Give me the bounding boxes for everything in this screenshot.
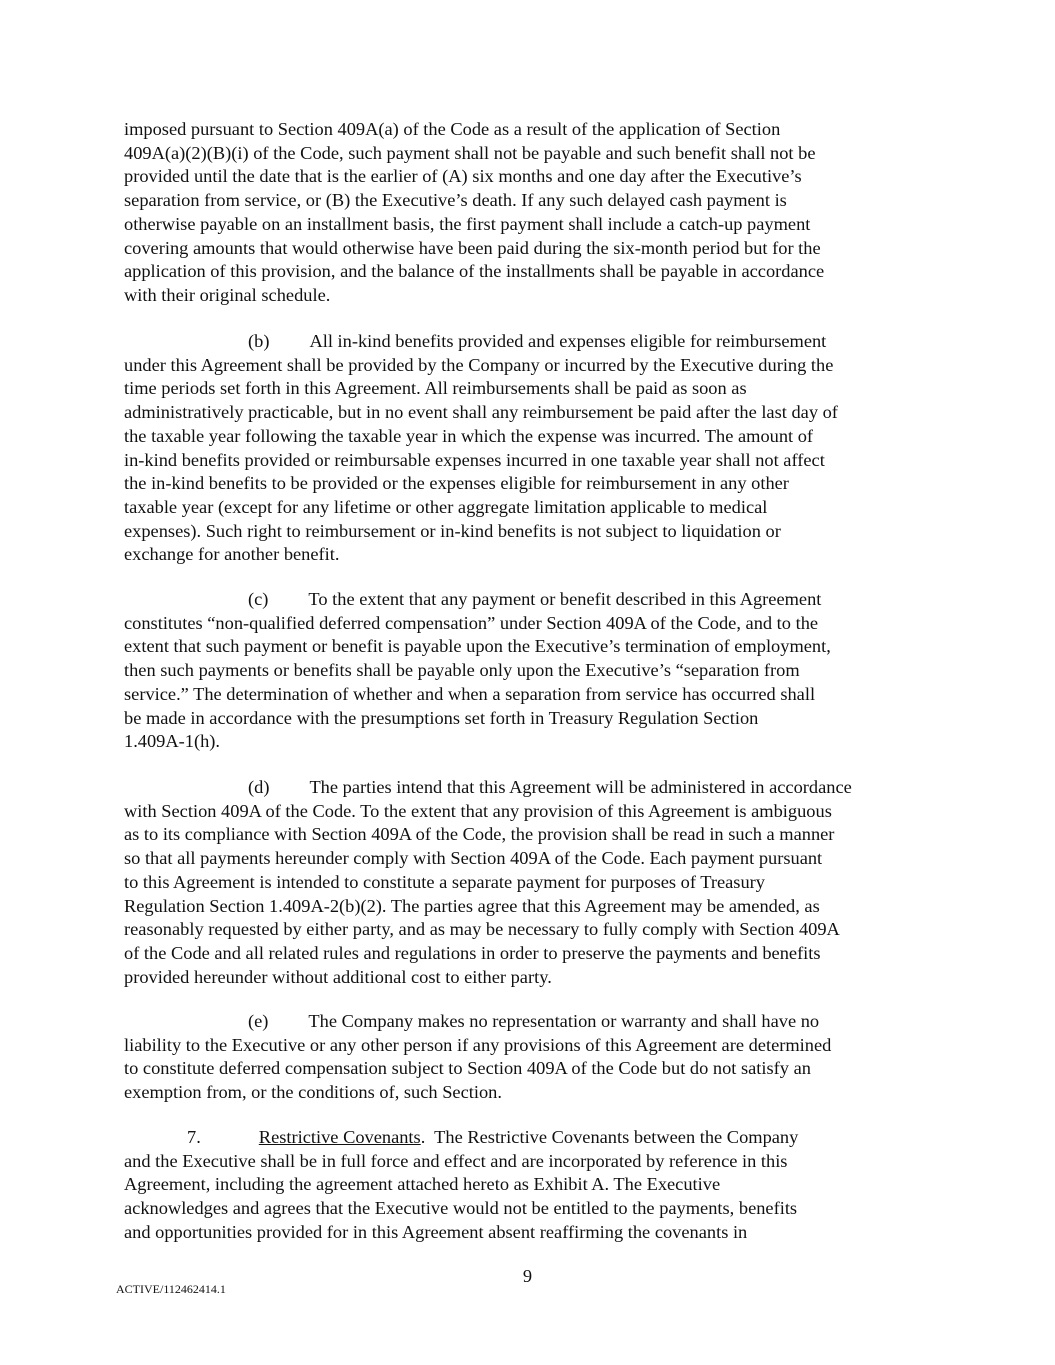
text-run: The Restrictive Covenants between the Company	[425, 1127, 799, 1147]
text-line: and the Executive shall be in full force and effect and are incorporated by reference in this	[124, 1150, 788, 1171]
text-line: constitutes “non-qualified deferred compensation” under Section 409A of the Code, and to the	[124, 612, 819, 633]
text-line: separation from service, or (B) the Executive’s death. If any such delayed cash payment is	[124, 190, 787, 211]
text-line: expenses). Such right to reimbursement or in-kind benefits is not subject to liquidation or	[124, 520, 781, 541]
text-line: with their original schedule.	[124, 284, 331, 305]
text-line: provided hereunder without additional cost to either party.	[124, 966, 552, 987]
text-line: covering amounts that would otherwise have been paid during the six-month period but for the	[124, 237, 821, 258]
text-line: then such payments or benefits shall be payable only upon the Executive’s “separation from	[124, 660, 800, 681]
text-run: The Company makes no representation or warranty and shall have no	[308, 1011, 820, 1031]
text-line: application of this provision, and the balance of the installments shall be payable in accordance	[124, 261, 825, 282]
text-line: so that all payments hereunder comply with Section 409A of the Code. Each payment pursuant	[124, 848, 823, 869]
text-line: to constitute deferred compensation subject to Section 409A of the Code but do not satisfy an	[124, 1058, 811, 1079]
paragraph-label: (d)	[248, 777, 270, 797]
text-line: in-kind benefits provided or reimbursable expenses incurred in one taxable year shall not affect	[124, 449, 825, 470]
text-line: exemption from, or the conditions of, such Section.	[124, 1082, 502, 1103]
text-line: Agreement, including the agreement attached hereto as Exhibit A. The Executive	[124, 1174, 721, 1195]
text-line: of the Code and all related rules and regulations in order to preserve the payments and benefits	[124, 942, 821, 963]
heading-punctuation: .	[420, 1127, 426, 1147]
section-number: 7.	[187, 1127, 201, 1147]
paragraph-carryover	[124, 118, 932, 308]
text-line: imposed pursuant to Section 409A(a) of the Code as a result of the application of Section	[124, 119, 781, 139]
text-line: with Section 409A of the Code. To the extent that any provision of this Agreement is ambiguous	[124, 800, 832, 821]
text-line	[124, 588, 932, 612]
text-run: All in-kind benefits provided and expenses eligible for reimbursement	[309, 331, 827, 351]
paragraph-e	[124, 1010, 932, 1105]
text-run: The parties intend that this Agreement will be administered in accordance	[309, 777, 852, 797]
document-id: ACTIVE/112462414.1	[116, 1282, 226, 1296]
text-line: exchange for another benefit.	[124, 544, 340, 565]
paragraph-c	[124, 588, 932, 754]
text-line: the taxable year following the taxable year in which the expense was incurred. The amount of	[124, 425, 814, 446]
text-line: and opportunities provided for in this Agreement absent reaffirming the covenants in	[124, 1221, 748, 1242]
text-line	[124, 1010, 932, 1034]
text-line: as to its compliance with Section 409A of the Code, the provision shall be read in such a manner	[124, 824, 835, 845]
text-line: service.” The determination of whether and when a separation from service has occurred shall	[124, 683, 816, 704]
paragraph-label: (e)	[248, 1011, 269, 1031]
paragraph-b	[124, 330, 932, 567]
text-line: be made in accordance with the presumptions set forth in Treasury Regulation Section	[124, 707, 759, 728]
text-line: taxable year (except for any lifetime or other aggregate limitation applicable to medical	[124, 496, 768, 517]
text-line: administratively practicable, but in no event shall any reimbursement be paid after the last day of	[124, 402, 838, 423]
page-number: 9	[522, 1266, 533, 1286]
text-line: the in-kind benefits to be provided or the expenses eligible for reimbursement in any other	[124, 473, 789, 494]
text-line: 1.409A-1(h).	[124, 731, 221, 752]
text-line: under this Agreement shall be provided by the Company or incurred by the Executive during the	[124, 354, 834, 375]
text-line: to this Agreement is intended to constitute a separate payment for purposes of Treasury	[124, 871, 765, 892]
text-line	[124, 1126, 932, 1150]
text-line: provided until the date that is the earlier of (A) six months and one day after the Executive’s	[124, 166, 802, 187]
text-line: extent that such payment or benefit is payable upon the Executive’s termination of employment,	[124, 636, 831, 657]
text-line: otherwise payable on an installment basis, the first payment shall include a catch-up payment	[124, 213, 811, 234]
text-line: reasonably requested by either party, and as may be necessary to fully comply with Section 409A	[124, 919, 840, 940]
section-7	[124, 1126, 932, 1245]
text-run: To the extent that any payment or benefit described in this Agreement	[308, 589, 822, 609]
section-heading: Restrictive Covenants	[258, 1127, 421, 1147]
text-line: 409A(a)(2)(B)(i) of the Code, such payment shall not be payable and such benefit shall not be	[124, 142, 816, 163]
text-line: time periods set forth in this Agreement. All reimbursements shall be paid as soon as	[124, 378, 747, 399]
paragraph-label: (b)	[248, 331, 270, 351]
paragraph-label: (c)	[248, 589, 269, 609]
text-line: Regulation Section 1.409A-2(b)(2). The parties agree that this Agreement may be amended, as	[124, 895, 820, 916]
text-line	[124, 330, 932, 354]
text-line: liability to the Executive or any other person if any provisions of this Agreement are determined	[124, 1034, 832, 1055]
text-line	[124, 776, 932, 800]
paragraph-d	[124, 776, 932, 989]
text-line: acknowledges and agrees that the Executive would not be entitled to the payments, benefits	[124, 1198, 798, 1219]
